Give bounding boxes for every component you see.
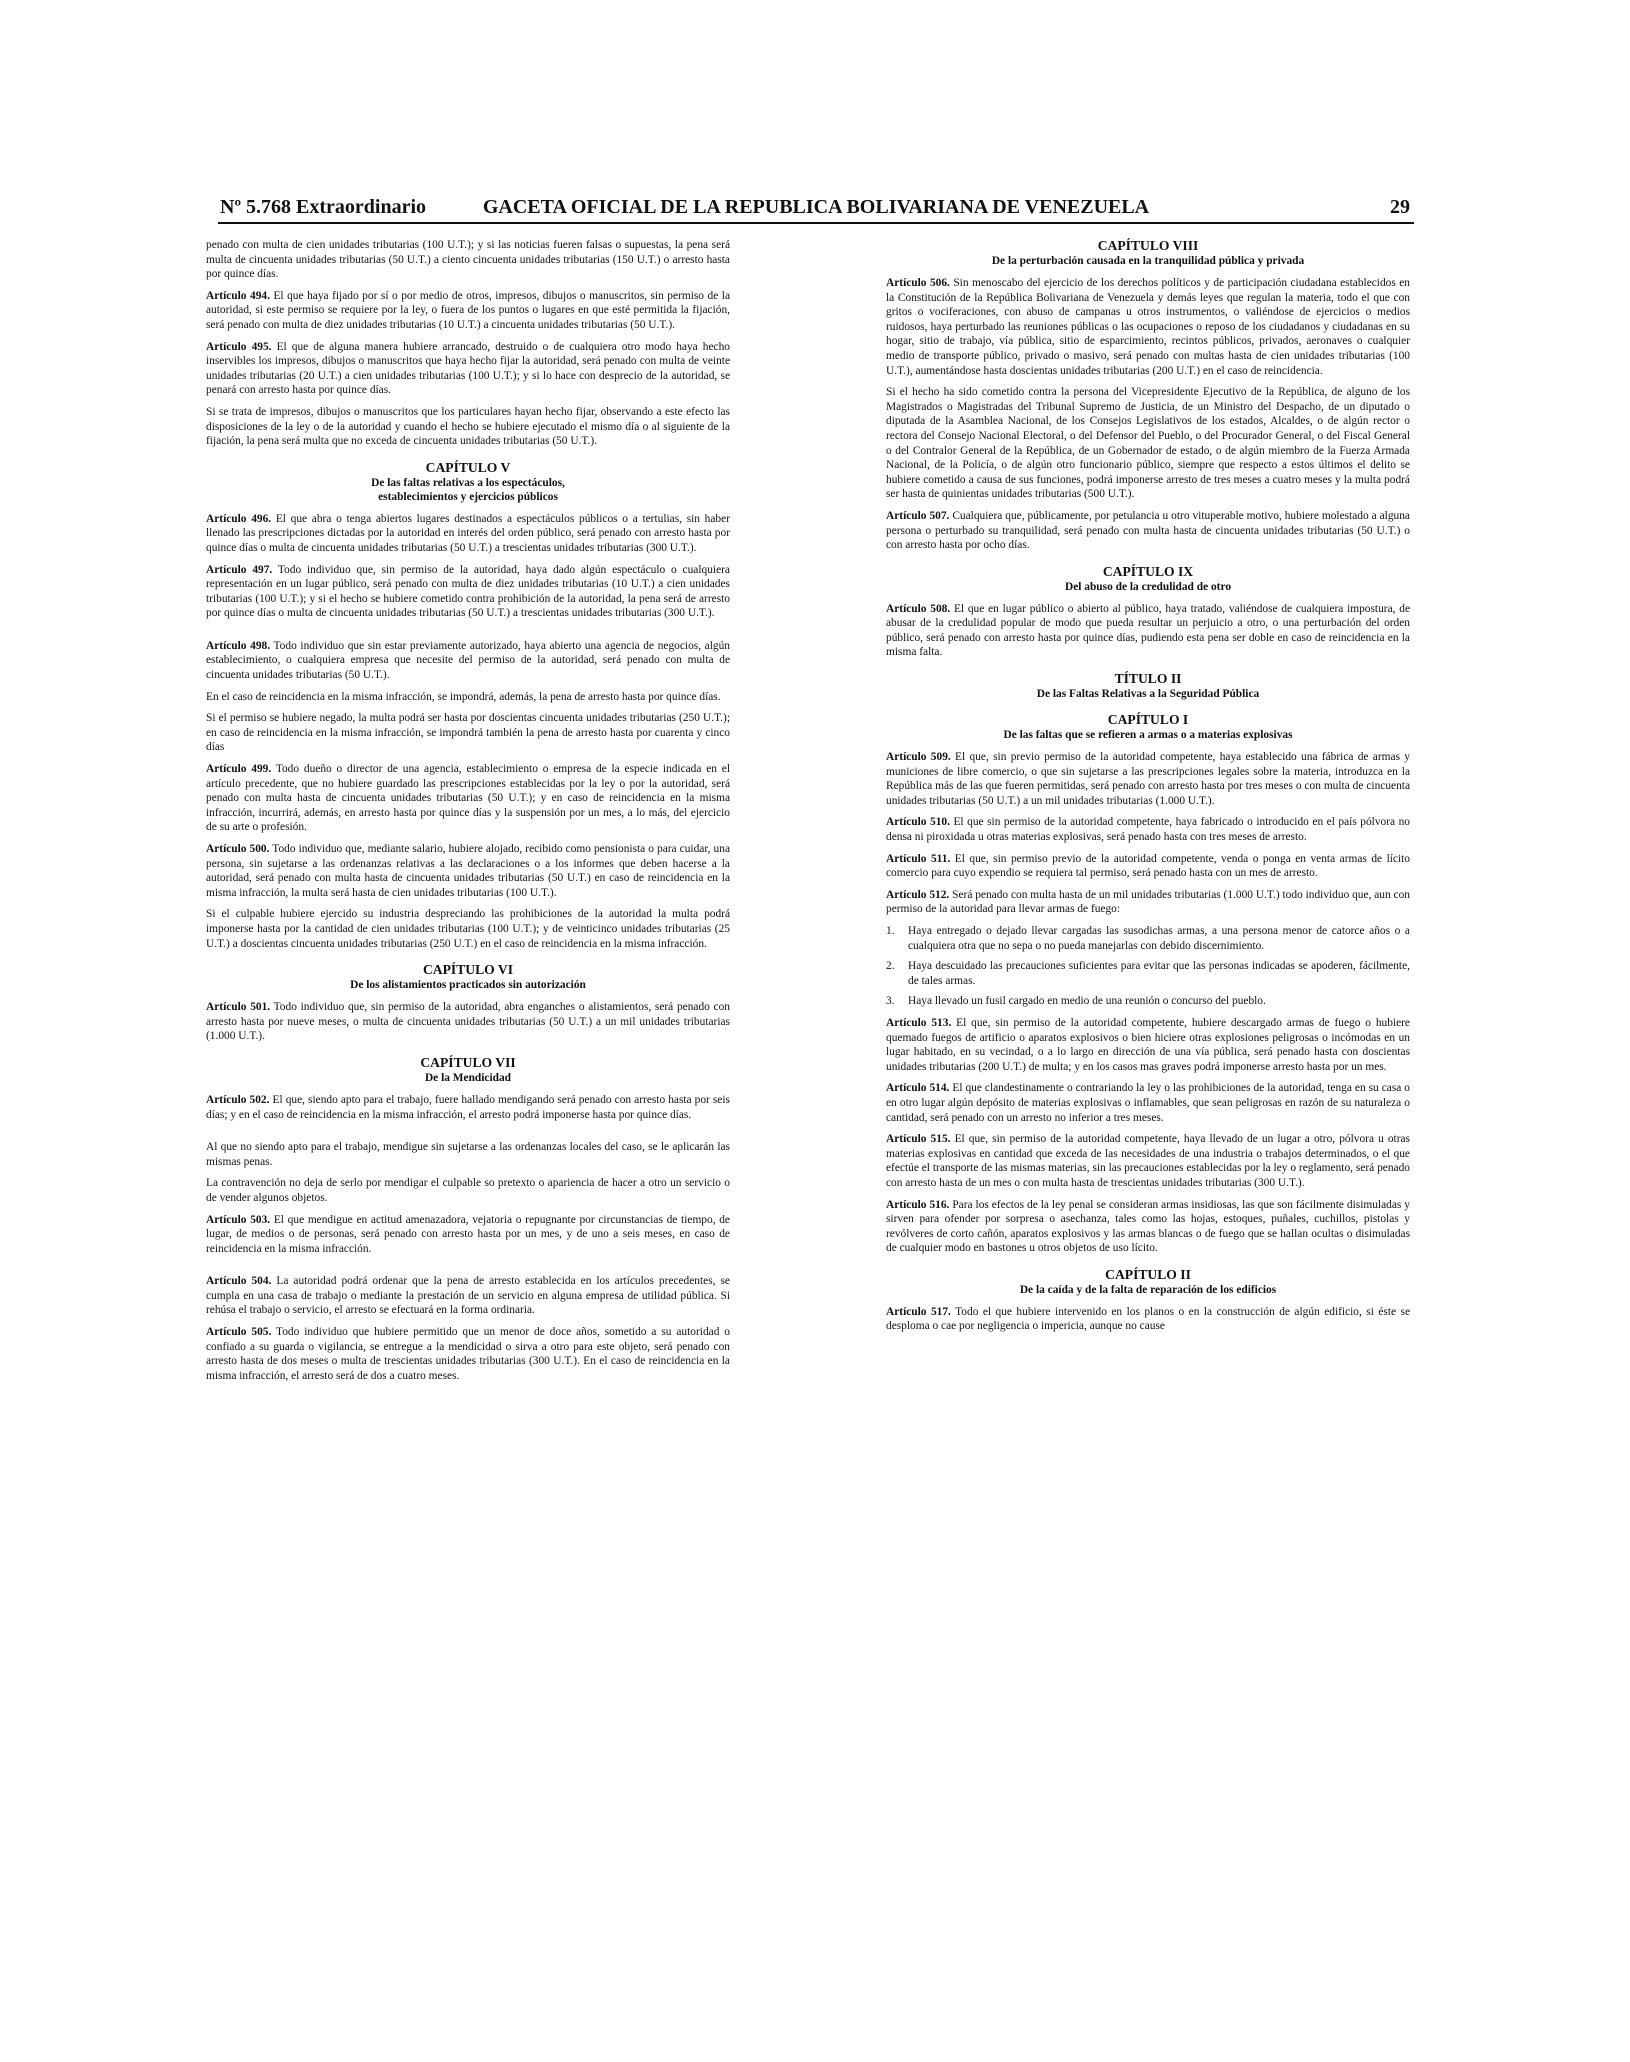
list-item	[886, 959, 1410, 988]
article-text: El que sin permiso de la autoridad competente, haya fabricado o introducido en el país pólvora no densa ni piroxidada u otras materias explosivas, será penado hasta con tres meses de arresto.	[886, 816, 1410, 844]
article-label: Artículo 509.	[886, 751, 951, 764]
chapter-title: CAPÍTULO II	[1105, 1266, 1191, 1282]
article-text: Todo dueño o director de una agencia, establecimiento o empresa de la especie indicada en el artículo precedente, que no hubiere guardado las prescripciones establecidas por la ley o por la autoridad, será penado con multa hasta de cincuenta unidades tributarias (50 U.T.); y en caso de reincidencia en la misma infracción, incurrirá, además, en arresto hasta por quince días y la suspensión por un mes, a lo más, del ejercicio de su arte o profesión.	[206, 763, 730, 834]
chapter-subtitle: Del abuso de la credulidad de otro	[1064, 580, 1232, 593]
article-514	[886, 1081, 1410, 1125]
chapter-subtitle: De las faltas relativas a los espectáculos,	[371, 476, 565, 489]
chapter-heading-vi	[206, 962, 730, 992]
article-label: Artículo 514.	[886, 1082, 950, 1095]
article-text: El que, sin permiso de la autoridad competente, hubiere descargado armas de fuego o hubiere quemado fuegos de artificio o aparatos explosivos o bien hiciere otras explosiones peligrosas o incómodas en un lugar habitado, en su vecindad, o a lo largo en dirección de una vía pública, será penado hasta con doscientas unidades tributarias (200 U.T.) de multa; y en los casos mas graves podrá imponerse arresto hasta por un mes.	[886, 1016, 1410, 1073]
article-label: Artículo 501.	[206, 1001, 271, 1014]
list-item	[886, 924, 1410, 953]
chapter-title: CAPÍTULO VI	[422, 962, 513, 978]
article-text: El que haya fijado por sí o por medio de otros, impresos, dibujos o manuscritos, sin permiso de la autoridad, si este permiso se requiere por la ley, o fuera de los puntos o lugares en que esté permitida la fijación, será penado con multa de diez unidades tributarias (10 U.T.) a cincuenta unidades tributarias (50 U.T.).	[206, 289, 730, 331]
article-text: El que, sin previo permiso de la autoridad competente, haya establecido una fábrica de armas y municiones de libre comercio, o que sin sujetarse a las prescripciones legales sobre la materia, introduzca en la República más de las que fueren permitidas, será penado con arresto hasta por tres meses o con multa de cincuenta unidades tributarias (50 U.T.) a un mil unidades tributarias (1.000 U.T.).	[886, 751, 1410, 807]
article-503	[206, 1213, 730, 1257]
article-510	[886, 815, 1410, 844]
right-column	[886, 238, 1410, 2008]
article-label: Artículo 507.	[886, 509, 950, 522]
list-number: 3.	[886, 995, 895, 1008]
paragraph: Si el culpable hubiere ejercido su industria despreciando las prohibiciones de la autoridad la multa podrá imponerse hasta por la cantidad de cien unidades tributarias (100 U.T.); y de veinticinco unidades tributarias (25 U.T.) a doscientas cincuenta unidades tributarias (250 U.T.) en el caso de reincidencia en la misma infracción.	[206, 908, 730, 950]
article-516	[886, 1198, 1410, 1256]
article-text: El que, sin permiso previo de la autoridad competente, venda o ponga en venta armas de lícito comercio para cuyo expendio se requiera tal permiso, será penado hasta con un mes de arresto.	[886, 852, 1410, 880]
article-text: El que clandestinamente o contrariando la ley o las prohibiciones de la autoridad, tenga en su casa o en otro lugar algún depósito de materias explosivas o inflamables, que sean peligrosas en razón de su naturaleza o cantidad, será penado con un arresto no inferior a tres meses.	[886, 1082, 1410, 1124]
page-header	[218, 196, 1414, 224]
title-heading: TÍTULO II	[1114, 671, 1182, 687]
paragraph: penado con multa de cien unidades tributarias (100 U.T.); y si las noticias fueren falsas o supuestas, la pena será multa de cincuenta unidades tributarias (50 U.T.) a ciento cincuenta unidades tributarias (150 U.T.) o arresto hasta por quince días.	[206, 239, 730, 281]
paragraph: En el caso de reincidencia en la misma infracción, se impondrá, además, la pena de arresto hasta por quince días.	[206, 690, 721, 703]
title-subtitle: De las Faltas Relativas a la Seguridad Pública	[1036, 688, 1260, 701]
list-number: 1.	[886, 925, 895, 937]
article-509	[886, 750, 1410, 808]
article-502	[206, 1093, 730, 1122]
article-label: Artículo 505.	[206, 1326, 272, 1339]
paragraph: Si el hecho ha sido cometido contra la persona del Vicepresidente Ejecutivo de la República, de alguno de los Magistrados o Magistradas del Tribunal Supremo de Justicia, de un Ministro del Despacho, de un diputado o diputada de la Asamblea Nacional, de los Consejos Legislativos de los estados, Alcaldes, o de algún rector o rectora del Consejo Nacional Electoral, o del Defensor del Pueblo, o del Procurador General, o del Fiscal General o del Contralor General de la República, de un Gobernador de estado, o de algún miembro de la Fuerza Armada Nacional, de la Policía, o de algún otro funcionario público, siempre que respecto a estos últimos el delito se hubiere cometido a causa de sus funciones, podrá imponerse arresto de tres meses a cuatro meses y la multa podrá ser hasta de quinientas unidades tributarias (500 U.T.).	[886, 386, 1410, 501]
article-label: Artículo 516.	[886, 1198, 950, 1211]
article-text: Todo individuo que, sin permiso de la autoridad, abra enganches o alistamientos, será penado con arresto hasta por nueve meses, o multa de cincuenta unidades tributarias (50 U.T.) a un mil unidades tributarias (1.000 U.T.).	[206, 1001, 730, 1043]
article-text: El que abra o tenga abiertos lugares destinados a espectáculos públicos o a tertulias, sin haber llenado las prescripciones dictadas por la autoridad en interés del orden público, será penado con arresto hasta por quince días o multa de cincuenta unidades tributarias (50 U.T.) a trescientas unidades tributarias (300 U.T.).	[206, 512, 730, 554]
chapter-title: CAPÍTULO I	[1107, 712, 1189, 728]
article-text: Todo individuo que hubiere permitido que un menor de doce años, sometido a su autoridad o confiado a su guarda o vigilancia, se entregue a la mendicidad o sirva a otro para este objeto, será penado con arresto hasta de dos meses o multa de trescientas unidades tributarias (300 U.T.). En el caso de reincidencia en la misma infracción, el arresto será de dos a cuatro meses.	[206, 1326, 730, 1382]
chapter-heading-vii	[206, 1055, 730, 1085]
chapter-subtitle: De la perturbación causada en la tranquilidad pública y privada	[991, 255, 1305, 267]
article-504	[206, 1274, 730, 1318]
article-text: El que, sin permiso de la autoridad competente, haya llevado de un lugar a otro, pólvora u otras materias explosivas en cantidad que exceda de las necesidades de una industria o trabajos determinados, o el que efectúe el transporte de las mismas materias, sin las precauciones establecidas por la ley o reglamento, será penado con arresto hasta de un mes o con multa hasta de trescientas unidades tributarias (300 U.T.).	[886, 1133, 1410, 1189]
list-item	[886, 994, 1410, 1009]
article-507	[886, 509, 1410, 553]
article-508	[886, 602, 1410, 660]
article-label: Artículo 495.	[206, 340, 272, 353]
gazette-title: GACETA OFICIAL DE LA REPUBLICA BOLIVARIANA DE VENEZUELA	[482, 196, 1150, 218]
article-495	[206, 340, 730, 398]
article-label: Artículo 510.	[886, 816, 950, 829]
article-text: El que de alguna manera hubiere arrancado, destruido o de cualquiera otro modo haya hecho inservibles los impresos, dibujos o manuscritos que haya hecho fijar la autoridad, será penado con multa de veinte unidades tributarias (20 U.T.) a cien unidades tributarias (100 U.T.); y si lo hace con desprecio de la autoridad, se penará con arresto hasta por quince días.	[206, 340, 730, 397]
list-text: Haya entregado o dejado llevar cargadas las susodichas armas, a una persona menor de catorce años o a cualquiera otra que no sepa o no pueda manejarlas con debido discernimiento.	[908, 925, 1410, 952]
article-512	[886, 888, 1410, 917]
chapter-title: CAPÍTULO VII	[420, 1054, 516, 1070]
article-label: Artículo 517.	[886, 1305, 951, 1318]
paragraph: Si se trata de impresos, dibujos o manuscritos que los particulares hayan hecho fijar, observando a este efecto las disposiciones de la ley o de la autoridad y cuando el hecho se hubiere ejecutado el mismo día o al siguiente de la fijación, la pena será multa que no exceda de cincuenta unidades tributarias (50 U.T.).	[206, 405, 730, 448]
chapter-subtitle: De la Mendicidad	[424, 1071, 512, 1084]
list-number: 2.	[886, 960, 895, 973]
article-label: Artículo 502.	[206, 1093, 270, 1106]
article-text: Todo individuo que sin estar previamente autorizado, haya abierto una agencia de negocios, algún establecimiento, o cualquiera empresa que necesite del permiso de la autoridad, será penado con multa de cincuenta unidades tributarias (50 U.T.).	[206, 639, 730, 682]
article-499	[206, 762, 730, 835]
article-label: Artículo 508.	[886, 602, 951, 615]
chapter-title: CAPÍTULO VIII	[1097, 238, 1199, 253]
article-501	[206, 1000, 730, 1044]
article-513	[886, 1016, 1410, 1074]
article-label: Artículo 512.	[886, 888, 950, 901]
list-text: Haya descuidado las precauciones suficientes para evitar que las personas indicadas se apoderen, fácilmente, de tales armas.	[908, 960, 1410, 987]
paragraph: Al que no siendo apto para el trabajo, mendigue sin sujetarse a las ordenanzas locales del caso, se le aplicarán las mismas penas.	[206, 1141, 730, 1168]
article-text: El que en lugar público o abierto al público, haya tratado, valiéndose de cualquiera impostura, de abusar de la credulidad popular de modo que pueda resultar un perjuicio a otro, o una perturbación del orden público, será penado con arresto hasta por quince días, pudiendo esta pena ser doble en caso de reincidencia en la misma falta.	[886, 602, 1410, 659]
article-label: Artículo 506.	[886, 277, 950, 289]
chapter-heading-i	[886, 712, 1410, 742]
article-label: Artículo 496.	[206, 512, 272, 525]
article-517	[886, 1305, 1410, 1334]
article-label: Artículo 498.	[206, 639, 271, 652]
article-500	[206, 842, 730, 900]
article-text: Todo individuo que, mediante salario, hubiere alojado, recibido como pensionista o para cuidar, una persona, sin sujetarse a las ordenanzas relativas a las declaraciones o a los informes que deben hacerse a la autoridad, será penado con multa hasta de cincuenta unidades tributarias (50 U.T.) en caso de reincidencia en la misma infracción, la multa será hasta de cien unidades tributarias (100 U.T.).	[206, 843, 730, 899]
article-496	[206, 512, 730, 556]
chapter-title: CAPÍTULO V	[425, 459, 511, 475]
article-497	[206, 563, 730, 621]
article-label: Artículo 497.	[206, 563, 273, 576]
paragraph: La contravención no deja de serlo por mendigar el culpable so pretexto o apariencia de hacer a otro un servicio o de vender algunos objetos.	[206, 1177, 730, 1204]
article-text: Todo individuo que, sin permiso de la autoridad, haya dado algún espectáculo o cualquiera representación en un lugar público, será penado con multa de diez unidades tributarias (10 U.T.) a cien unidades tributarias (100 U.T.); y si el hecho se hubiere cometido contra prohibición de la autoridad, la pena será de arresto por quince días o multa de cincuenta unidades tributarias (50 U.T.) a trescientas unidades tributarias (300 U.T.).	[206, 563, 730, 620]
paragraph: Si el permiso se hubiere negado, la multa podrá ser hasta por doscientas cincuenta unidades tributarias (250 U.T.); en caso de reincidencia en la misma infracción, se impondrá también la pena de arresto hasta por cuarenta y cinco días	[206, 712, 730, 754]
chapter-subtitle: De las faltas que se refieren a armas o a materias explosivas	[1003, 729, 1293, 742]
issue-number: Nº 5.768 Extraordinario	[220, 196, 427, 218]
article-label: Artículo 513.	[886, 1016, 952, 1029]
article-text: Para los efectos de la ley penal se consideran armas insidiosas, las que son fácilmente disimuladas y sirven para ofender por sorpresa o asechanza, tales como las hojas, estoques, puñales, cuchillos, pistolas y revólveres de corto cañón, aparatos explosivos y las armas blancas o de fuego que se hallan ocultas o disimuladas de cualquier modo en bastones u otros objetos de uso lícito.	[886, 1198, 1410, 1255]
article-515	[886, 1132, 1410, 1190]
article-text: El que mendigue en actitud amenazadora, vejatoria o repugnante por circunstancias de tiempo, de lugar, de medios o de personas, será penado con arresto hasta por un mes, y de uno a seis meses, en caso de reincidencia en la misma infracción.	[206, 1213, 730, 1255]
article-498	[206, 639, 730, 683]
article-label: Artículo 504.	[206, 1275, 272, 1288]
chapter-subtitle: De los alistamientos practicados sin autorización	[350, 979, 586, 992]
article-label: Artículo 515.	[886, 1133, 951, 1146]
page-number: 29	[1390, 196, 1410, 218]
chapter-heading-v	[206, 460, 730, 504]
article-512-list	[886, 924, 1410, 1009]
article-506	[886, 276, 1410, 378]
chapter-heading-ix	[886, 564, 1410, 594]
article-text: La autoridad podrá ordenar que la pena de arresto establecida en los artículos precedentes, se cumpla en una casa de trabajo o mediante la prestación de un servicio en alguna empresa de utilidad pública. Si rehúsa el trabajo o servicio, el arresto se efectuará en la forma ordinaria.	[206, 1275, 730, 1317]
article-text: Será penado con multa hasta de un mil unidades tributarias (1.000 U.T.) todo individuo que, aun con permiso de la autoridad para llevar armas de fuego:	[886, 888, 1410, 916]
chapter-heading-viii	[886, 238, 1410, 268]
article-text: Sin menoscabo del ejercicio de los derechos políticos y de participación ciudadana establecidos en la Constitución de la República Bolivariana de Venezuela y demás leyes que regulan la materia, todo el que con gritos o vociferaciones, con abuso de campanas u otros instrumentos, o valiéndose de ejercicios o medios ruidosos, haya perturbado las reuniones públicas o las ocupaciones o reposo de los ciudadanos y ciudadanas en su hogar, sitio de trabajo, vía pública, sitio de esparcimiento, recintos públicos, privados, aeronaves o cualquier medio de transporte público, privado o masivo, será penado con multas hasta de cien unidades tributarias (100 U.T.), aumentándose hasta doscientas unidades tributarias (200 U.T.) en el caso de reincidencia.	[886, 277, 1410, 377]
article-text: Todo el que hubiere intervenido en los planos o en la construcción de algún edificio, si éste se desploma o cae por negligencia o impericia, aunque no cause	[886, 1305, 1410, 1333]
chapter-subtitle: establecimientos y ejercicios públicos	[378, 490, 558, 503]
article-label: Artículo 511.	[886, 852, 951, 865]
article-511	[886, 852, 1410, 881]
title-heading-ii	[886, 671, 1410, 701]
article-label: Artículo 500.	[206, 843, 270, 855]
chapter-subtitle: De la caída y de la falta de reparación de los edificios	[1019, 1283, 1277, 1296]
article-label: Artículo 499.	[206, 763, 272, 776]
article-505	[206, 1325, 730, 1383]
article-label: Artículo 494.	[206, 289, 270, 302]
article-label: Artículo 503.	[206, 1213, 271, 1226]
list-text: Haya llevado un fusil cargado en medio de una reunión o concurso del pueblo.	[908, 995, 1266, 1008]
article-text: Cualquiera que, públicamente, por petulancia u otro vituperable motivo, hubiere molestado a alguna persona o perturbado su tranquilidad, será penado con multa hasta de cincuenta unidades tributarias (50 U.T.) o con arresto hasta por ocho días.	[886, 509, 1410, 552]
chapter-title: CAPÍTULO IX	[1102, 563, 1194, 579]
chapter-heading-ii	[886, 1267, 1410, 1297]
article-494	[206, 289, 730, 333]
left-column	[206, 238, 730, 2008]
article-text: El que, siendo apto para el trabajo, fuere hallado mendigando será penado con arresto hasta por seis días; y en el caso de reincidencia en la misma infracción, el arresto podrá imponerse hasta por quince días.	[206, 1093, 730, 1121]
